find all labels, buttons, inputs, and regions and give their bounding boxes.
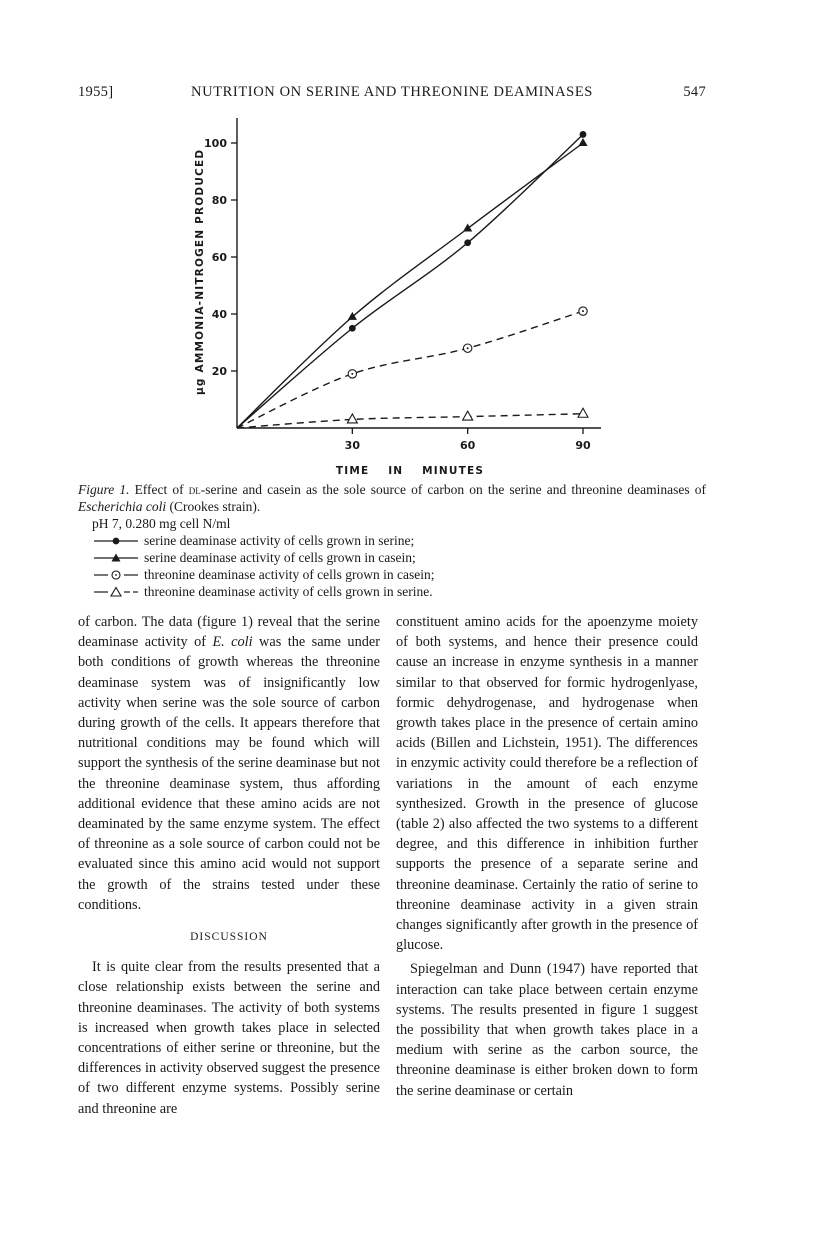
right-column	[396, 612, 698, 1101]
series-line-filled-circle	[237, 134, 583, 428]
data-point-filled-triangle	[348, 312, 357, 320]
chart-series-markers	[347, 131, 588, 423]
chart-axes	[231, 118, 601, 434]
figure-1-chart	[0, 0, 816, 480]
header-title: NUTRITION ON SERINE AND THREONINE DEAMINASES	[191, 84, 593, 100]
y-tick-label: 20	[211, 365, 227, 378]
header-year: 1955]	[78, 84, 114, 100]
paragraph-text: of carbon. The data (figure 1) reveal that the serine deaminase activity of	[78, 614, 380, 651]
data-point-open-circle-center	[467, 347, 469, 349]
page-number: 547	[683, 84, 706, 100]
legend-label: threonine deaminase activity of cells grown in casein;	[144, 567, 435, 582]
data-point-filled-circle	[580, 131, 587, 138]
caption-text-a: Effect of	[129, 482, 189, 497]
data-point-filled-circle	[349, 325, 356, 332]
series-line-open-circle	[237, 311, 583, 428]
legend-filled-circle-icon	[92, 535, 140, 547]
x-tick-label: 60	[460, 439, 476, 452]
y-tick-label: 60	[211, 251, 227, 264]
paragraph: Spiegelman and Dunn (1947) have reported that interaction can take place between certain enzyme systems. The results presented in figure 1 suggest the possibility that when growth takes place in a medium with serine as the carbon source, the threonine deaminase is either broken down to form the serine deaminase or certain	[396, 961, 698, 1099]
legend-item	[92, 549, 416, 566]
legend-item	[92, 583, 433, 600]
caption-organism: Escherichia coli	[78, 499, 167, 514]
data-point-filled-triangle	[578, 138, 587, 146]
y-axis-label: μg AMMONIA-NITROGEN PRODUCED	[194, 148, 206, 395]
legend-label: threonine deaminase activity of cells grown in serine.	[144, 584, 433, 599]
data-point-open-circle-center	[351, 373, 353, 375]
caption-text-c: (Crookes strain).	[166, 499, 261, 514]
left-column	[78, 612, 380, 1119]
legend-filled-triangle-icon	[92, 552, 140, 564]
y-tick-label: 80	[211, 194, 227, 207]
x-tick-label: 90	[575, 439, 591, 452]
legend-label: serine deaminase activity of cells grown in casein;	[144, 550, 416, 565]
paragraph-italic: E. coli	[212, 634, 253, 651]
paragraph-text: was the same under both conditions of growth whereas the threonine deaminase system was of insignificantly low activity when serine was the sole source of carbon during growth of the cells. It appears therefore that nutritional conditions may be found which will support the synthesis of the serine deaminase but not the threonine deaminase system, thus affording additional evidence that these amino acids are not deaminated by the same enzyme system. The effect of threonine as a sole source of carbon could not be evaluated since this amino acid would not support the growth of the strains tested under these conditions.	[78, 634, 380, 913]
legend-item	[92, 566, 435, 583]
data-point-open-triangle	[463, 411, 473, 420]
y-tick-label: 40	[211, 308, 227, 321]
caption-dl: dl	[188, 482, 201, 497]
figure-label: Figure 1.	[78, 482, 130, 497]
data-point-filled-circle	[464, 239, 471, 246]
legend-item	[92, 532, 414, 549]
x-tick-label: 30	[344, 439, 360, 452]
data-point-open-triangle	[347, 414, 357, 423]
y-tick-label: 100	[204, 137, 227, 150]
legend-open-circle-icon	[92, 569, 140, 581]
data-point-open-triangle	[578, 408, 588, 417]
figure-caption	[78, 481, 706, 515]
caption-text-b: -serine and casein as the sole source of carbon on the serine and threonine deaminases of	[200, 482, 706, 497]
x-axis-label: TIME IN MINUTES	[335, 465, 485, 477]
paragraph: constituent amino acids for the apoenzyme moiety of both systems, and hence their presence could cause an increase in enzyme synthesis in a manner similar to that observed for formic hydrogenlyase, formic dehydrogenase, and hydrogenase when growth takes place in the presence of certain amino acids (Billen and Lichstein, 1951). The differences in enzymic activity could therefore be a reflection of variations in the amount of each enzyme synthesized. Growth in the presence of glucose (table 2) also affected the two systems to a different degree, and this difference in inhibition further supports the presence of a separate serine and threonine deaminase. Certainly the ratio of serine to threonine deaminase activity in a given strain changes significantly after growth in the presence of glucose.	[396, 614, 698, 954]
caption-conditions: pH 7, 0.280 mg cell N/ml	[92, 516, 231, 531]
data-point-open-circle-center	[582, 310, 584, 312]
series-line-open-triangle	[237, 414, 583, 428]
legend-label: serine deaminase activity of cells grown in serine;	[144, 533, 415, 548]
section-heading: DISCUSSION	[190, 931, 268, 944]
chart-series-lines	[237, 134, 583, 428]
paragraph: It is quite clear from the results presented that a close relationship exists between the serine and threonine deaminases. The activity of both systems is increased when growth takes place in selected concentrations of either serine or threonine, but the differences in activity observed suggest the presence of two different enzyme systems. Possibly serine and threonine are	[78, 959, 380, 1117]
paragraph	[78, 612, 380, 915]
data-point-filled-triangle	[463, 224, 472, 232]
legend-open-triangle-icon	[92, 586, 140, 598]
